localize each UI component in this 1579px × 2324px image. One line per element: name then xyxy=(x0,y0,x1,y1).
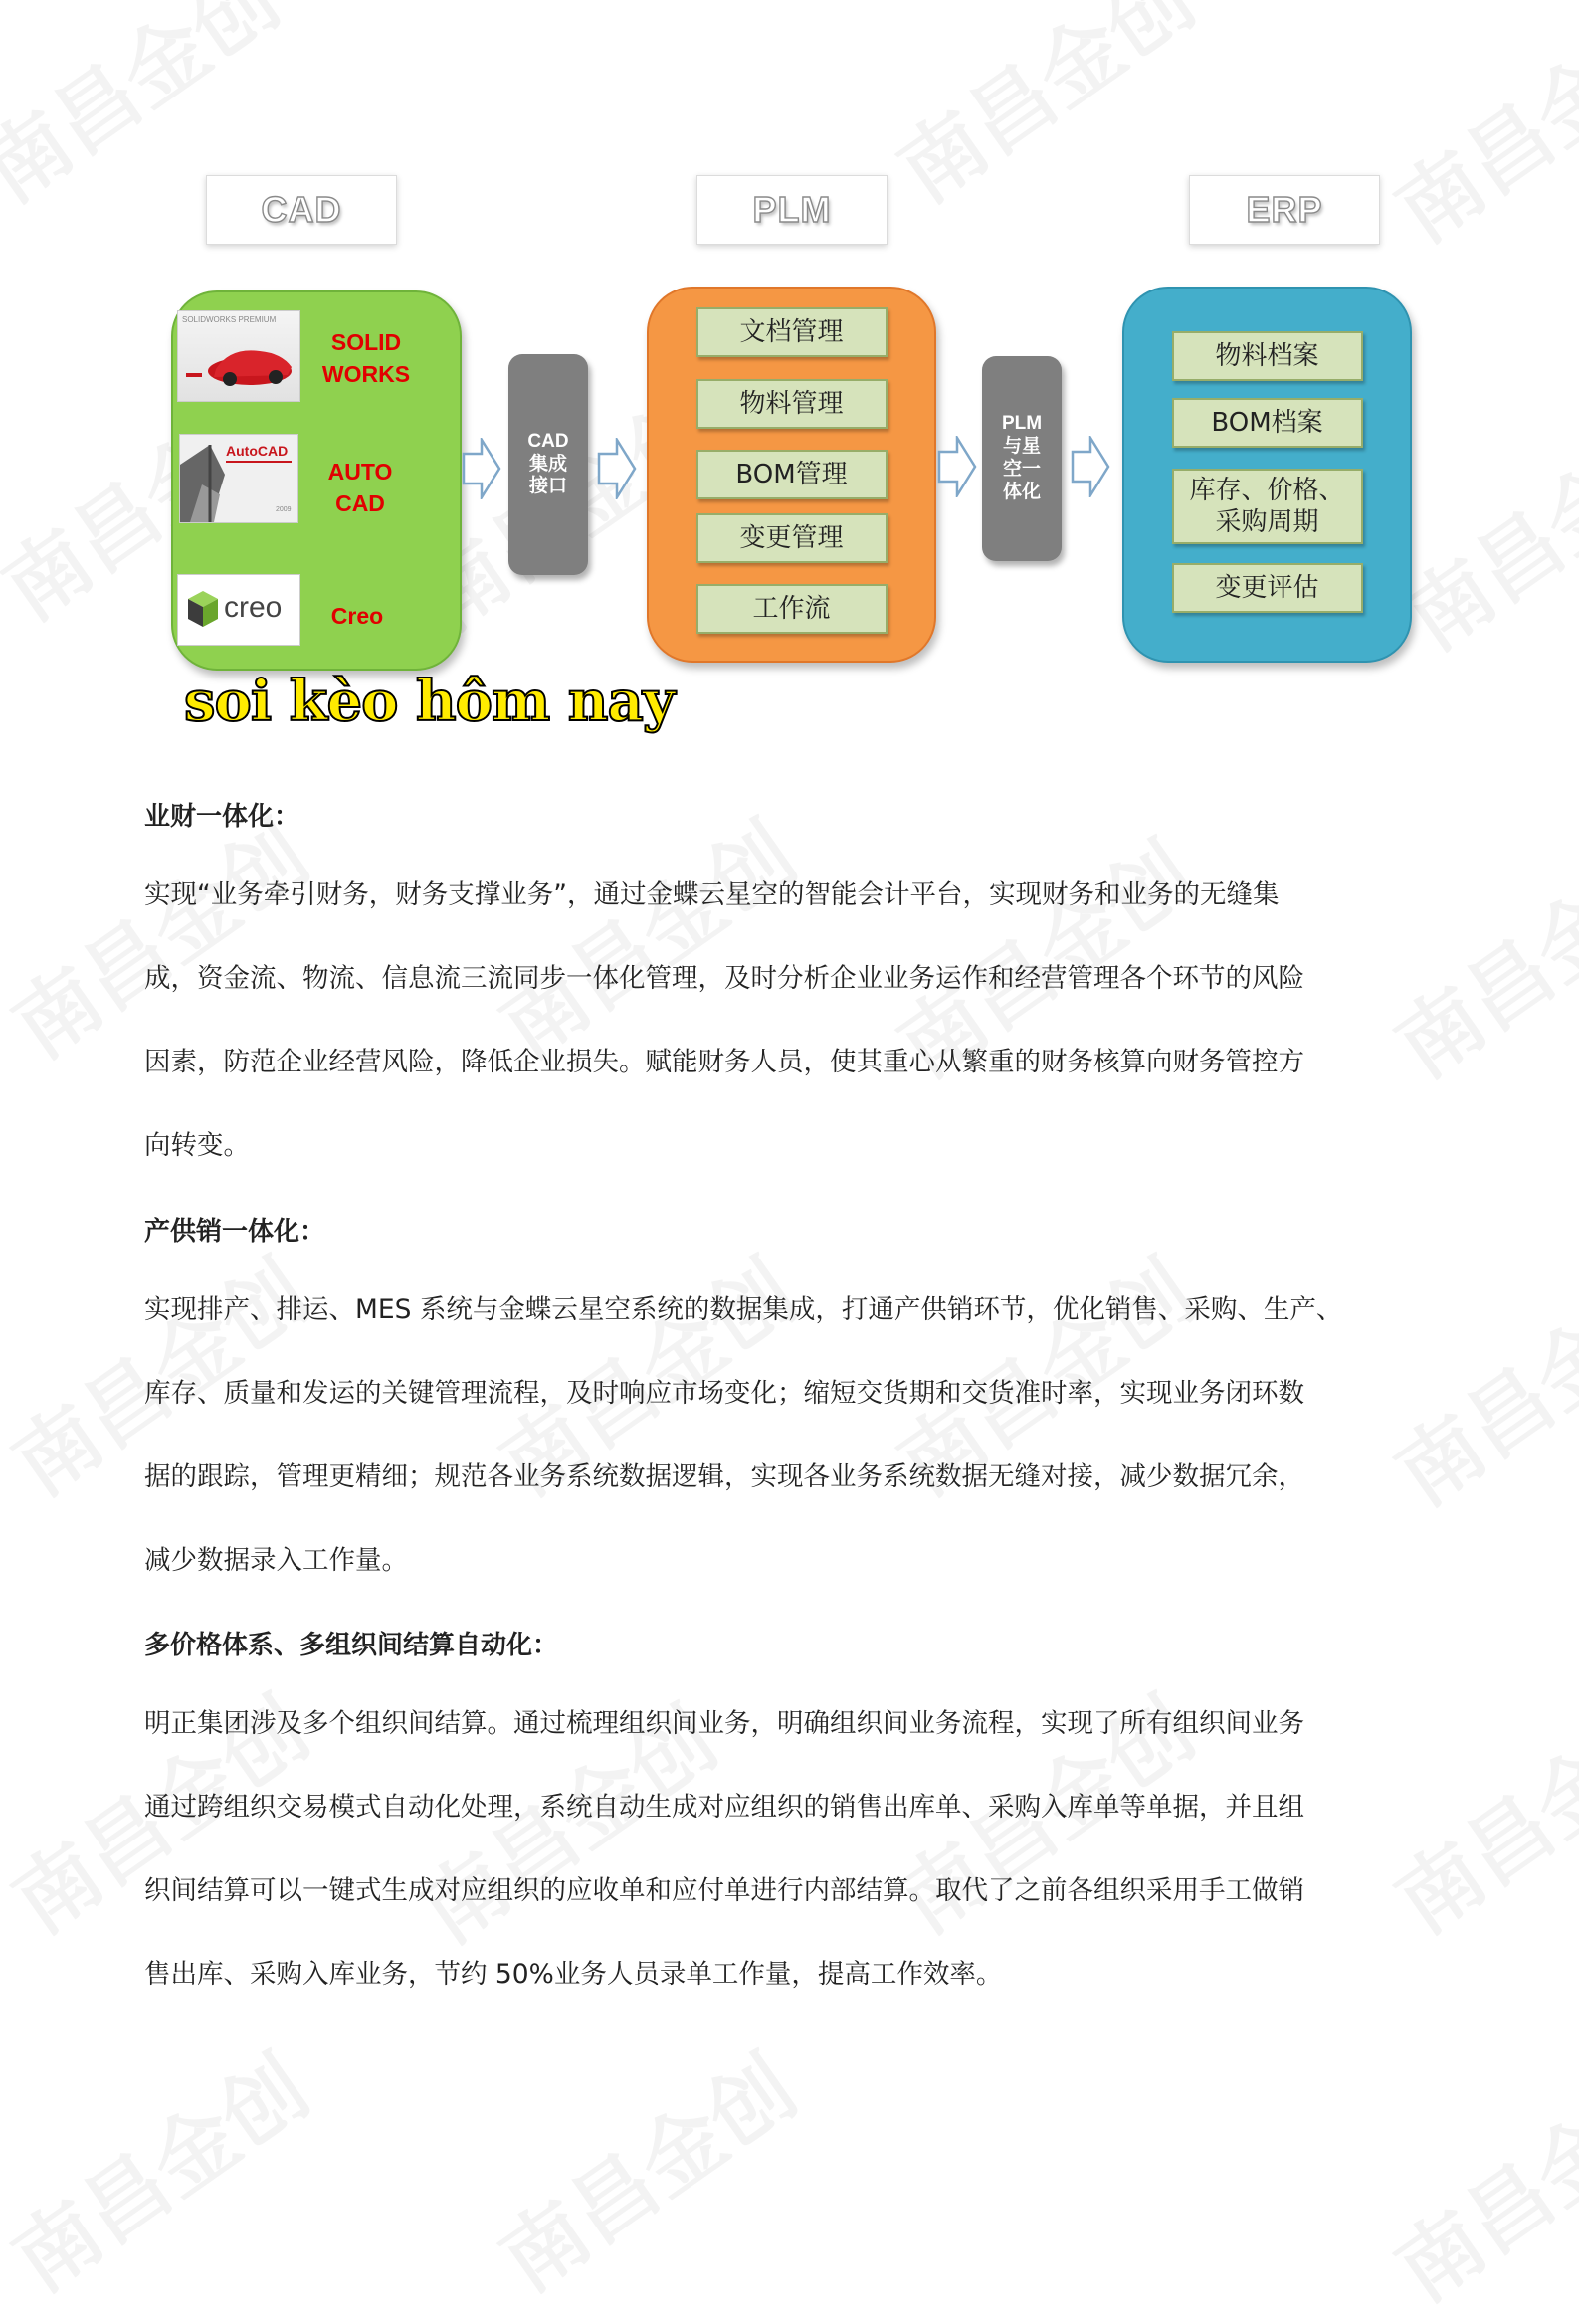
paragraph-line: 据的跟踪，管理更精细；规范各业务系统数据逻辑，实现各业务系统数据无缝对接，减少数据冗余， xyxy=(144,1461,1304,1492)
autocad-label-line1: AUTO xyxy=(327,459,393,484)
paragraph-line: 成，资金流、物流、信息流三流同步一体化管理，及时分析企业业务运作和经营管理各个环节的风险 xyxy=(144,963,1304,994)
watermark xyxy=(474,2025,817,2315)
creo-label xyxy=(316,600,398,632)
connector-line: 与星 xyxy=(1002,436,1041,458)
creo-label-line1: Creo xyxy=(330,603,384,629)
autocad-label xyxy=(310,456,410,519)
solidworks-label-line2: WORKS xyxy=(321,361,411,388)
erp-module-change-eval xyxy=(1172,563,1363,613)
arrow-right-icon xyxy=(597,438,637,499)
watermark xyxy=(0,2025,328,2315)
connector-line: CAD xyxy=(527,430,569,452)
erp-module-label: 库存、价格、 xyxy=(1189,475,1345,505)
connector-line: PLM xyxy=(1001,413,1043,435)
solidworks-label xyxy=(310,326,422,390)
arrow-right-icon xyxy=(937,436,977,497)
arrow-right-icon xyxy=(462,438,501,499)
plm-module-change: 变更管理 xyxy=(696,513,888,563)
paragraph-line: 明正集团涉及多个组织间结算。通过梳理组织间业务，明确组织间业务流程，实现了所有组织间业务 xyxy=(144,1708,1304,1739)
connector-line: 空一 xyxy=(1002,459,1041,480)
creo-logo-caption: creo xyxy=(224,591,283,624)
watermark xyxy=(1369,0,1579,265)
erp-panel xyxy=(1122,287,1412,663)
promo-banner-text: soi kèo hôm nay xyxy=(184,669,675,734)
erp-module-label: 物料档案 xyxy=(1215,340,1319,371)
watermark xyxy=(872,0,1215,225)
cad-integration-connector xyxy=(508,354,588,575)
section-heading: 多价格体系、多组织间结算自动化： xyxy=(144,1631,559,1660)
solidworks-logo-caption: SOLIDWORKS PREMIUM xyxy=(182,315,277,324)
paragraph-line: 售出库、采购入库业务，节约 50%业务人员录单工作量，提高工作效率。 xyxy=(144,1959,1003,1990)
section-heading: 产供销一体化： xyxy=(144,1217,326,1247)
paragraph-line: 织间结算可以一键式生成对应组织的应收单和应付单进行内部结算。取代了之前各组织采用手工做销 xyxy=(144,1875,1304,1906)
connector-line: 体化 xyxy=(1002,481,1041,502)
connector-line: 接口 xyxy=(528,476,567,497)
creo-logo xyxy=(177,574,300,646)
erp-header: ERP xyxy=(1189,175,1380,245)
section-paragraph xyxy=(144,854,1438,1188)
plm-module-bom: BOM管理 xyxy=(696,450,888,499)
section-paragraph xyxy=(144,1682,1438,2017)
paragraph-line: 实现“业务牵引财务，财务支撑业务”，通过金蝶云星空的智能会计平台，实现财务和业务的无缝集 xyxy=(144,879,1280,910)
paragraph-line: 库存、质量和发运的关键管理流程，及时响应市场变化；缩短交货期和交货准时率，实现业务闭环数 xyxy=(144,1378,1304,1409)
plm-module-document: 文档管理 xyxy=(696,307,888,357)
erp-module-label: 采购周期 xyxy=(1215,507,1319,537)
erp-module-label: BOM档案 xyxy=(1211,407,1323,438)
autocad-logo-year: 2009 xyxy=(276,506,292,513)
plm-erp-connector xyxy=(982,356,1062,561)
plm-panel xyxy=(647,287,936,663)
solidworks-logo xyxy=(177,310,300,402)
plm-module-workflow: 工作流 xyxy=(696,584,888,634)
plm-header: PLM xyxy=(696,175,888,245)
plm-module-material: 物料管理 xyxy=(696,379,888,429)
connector-line: 集成 xyxy=(528,453,567,475)
autocad-logo-caption: AutoCAD xyxy=(226,443,289,459)
section-paragraph xyxy=(144,1268,1438,1603)
erp-module-inventory-price xyxy=(1172,469,1363,544)
arrow-right-icon xyxy=(1071,436,1110,497)
paragraph-line: 通过跨组织交易模式自动化处理，系统自动生成对应组织的销售出库单、采购入库单等单据，并且组 xyxy=(144,1792,1304,1823)
erp-module-material-file xyxy=(1172,331,1363,381)
watermark xyxy=(1369,2034,1579,2324)
creo-cube-icon xyxy=(186,589,220,629)
paragraph-line: 实现排产、排运、MES 系统与金蝶云星空系统的数据集成，打通产供销环节，优化销售、采购、生产、 xyxy=(144,1294,1343,1325)
autocad-label-line2: CAD xyxy=(335,490,385,517)
paragraph-line: 向转变。 xyxy=(144,1130,250,1161)
paragraph-line: 减少数据录入工作量。 xyxy=(144,1545,408,1576)
section-heading: 业财一体化： xyxy=(144,802,300,832)
erp-module-label: 变更评估 xyxy=(1215,572,1319,603)
solidworks-label-line1: SOLID xyxy=(330,329,402,355)
paragraph-line: 因素，防范企业经营风险，降低企业损失。赋能财务人员，使其重心从繁重的财务核算向财务管控方 xyxy=(144,1047,1304,1077)
sports-car-icon xyxy=(178,311,299,401)
cad-header: CAD xyxy=(206,175,397,245)
autocad-logo xyxy=(179,434,298,523)
erp-module-bom-file xyxy=(1172,398,1363,448)
